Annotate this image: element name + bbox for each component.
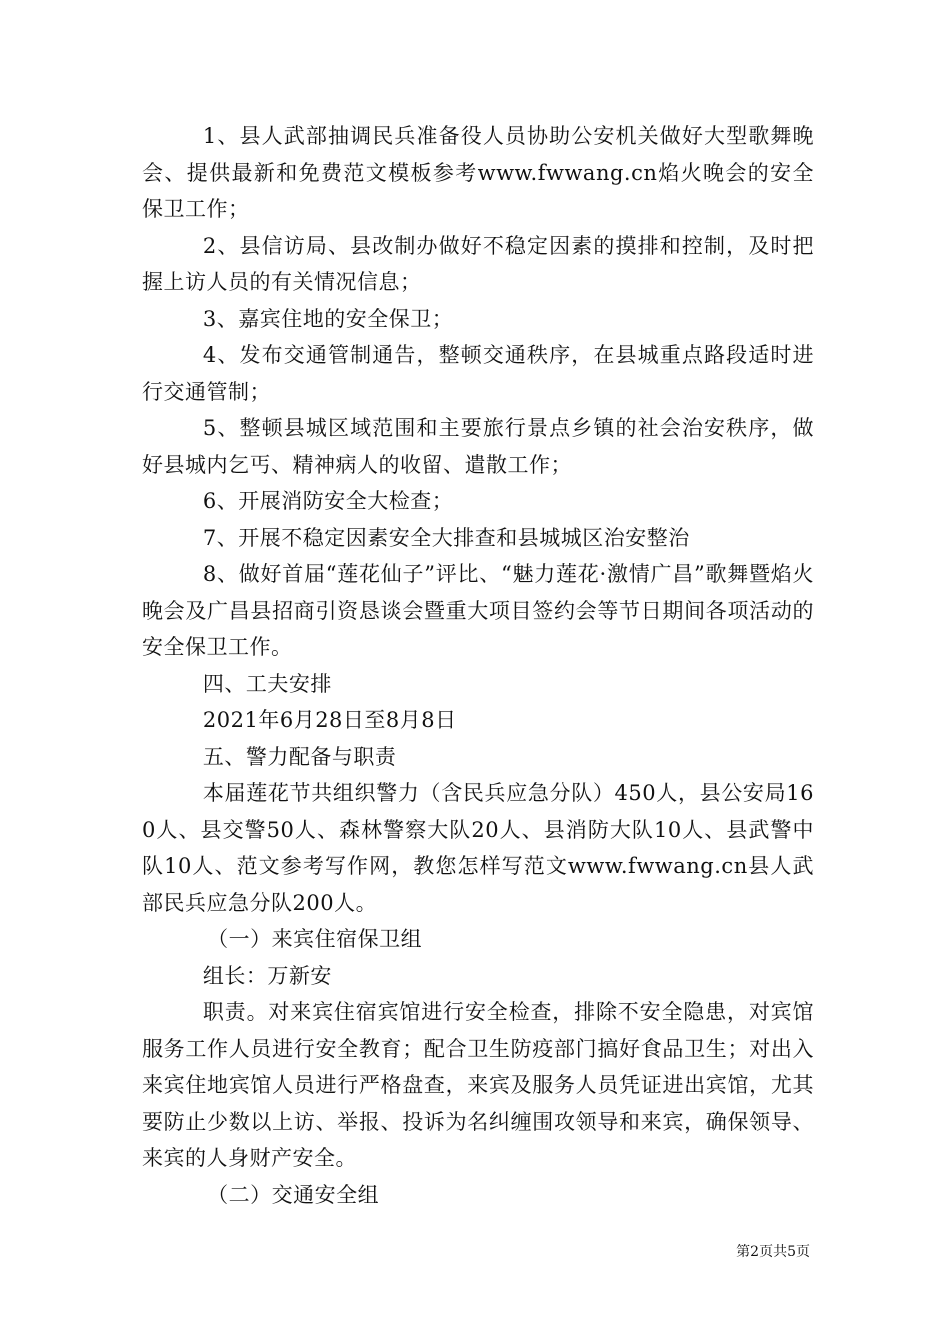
section-heading-schedule: 四、工夫安排 [202,671,332,696]
subsection-heading-traffic-safety: （二）交通安全组 [207,1182,380,1207]
section-heading-police-force: 五、警力配备与职责 [202,744,397,769]
paragraph-item-4: 4、发布交通管制通告，整顿交通秩序，在县城重点路段适时进行交通管制； [142,343,814,404]
document-body [142,118,814,1213]
police-force-paragraph: 本届莲花节共组织警力（含民兵应急分队）450人，县公安局160人、县交警50人、森林警察大队20人、县消防大队10人、县武警中队10人、范文参考写作网，教您怎样写范文www.fwwang.cn县人武部民兵应急分队200人。 [142,781,814,915]
paragraph-item-6: 6、开展消防安全大检查； [202,489,454,513]
subsection-heading-guest-security: （一）来宾住宿保卫组 [207,927,423,951]
paragraph-item-3: 3、嘉宾住地的安全保卫； [202,306,454,331]
paragraph-item-5: 5、整顿县城区域范围和主要旅行景点乡镇的社会治安秩序，做好县城内乞丐、精神病人的收留、遣散工作； [142,416,814,477]
paragraph-item-8: 8、做好首届“莲花仙子”评比、“魅力莲花·激情广昌”歌舞暨焰火晚会及广昌县招商引资恳谈会暨重大项目签约会等节日期间各项活动的安全保卫工作。 [142,562,814,659]
paragraph-item-1: 1、县人武部抽调民兵准备役人员协助公安机关做好大型歌舞晚会、提供最新和免费范文模板参考www.fwwang.cn焰火晚会的安全保卫工作； [142,124,814,221]
page-number-footer: 第2页共5页 [736,1244,810,1260]
paragraph-item-7: 7、开展不稳定因素安全大排查和县城城区治安整治 [202,525,690,550]
group-leader: 组长：万新安 [202,963,332,988]
paragraph-item-2: 2、县信访局、县改制办做好不稳定因素的摸排和控制，及时把握上访人员的有关情况信息； [142,233,814,294]
schedule-dates: 2021年6月28日至8月8日 [202,708,457,732]
duties-paragraph: 职责。对来宾住宿宾馆进行安全检查，排除不安全隐患，对宾馆服务工作人员进行安全教育；配合卫生防疫部门搞好食品卫生；对出入来宾住地宾馆人员进行严格盘查，来宾及服务人员凭证进出宾馆，尤其要防止少数以上访、举报、投诉为名纠缠围攻领导和来宾，确保领导、来宾的人身财产安全。 [142,1000,814,1170]
